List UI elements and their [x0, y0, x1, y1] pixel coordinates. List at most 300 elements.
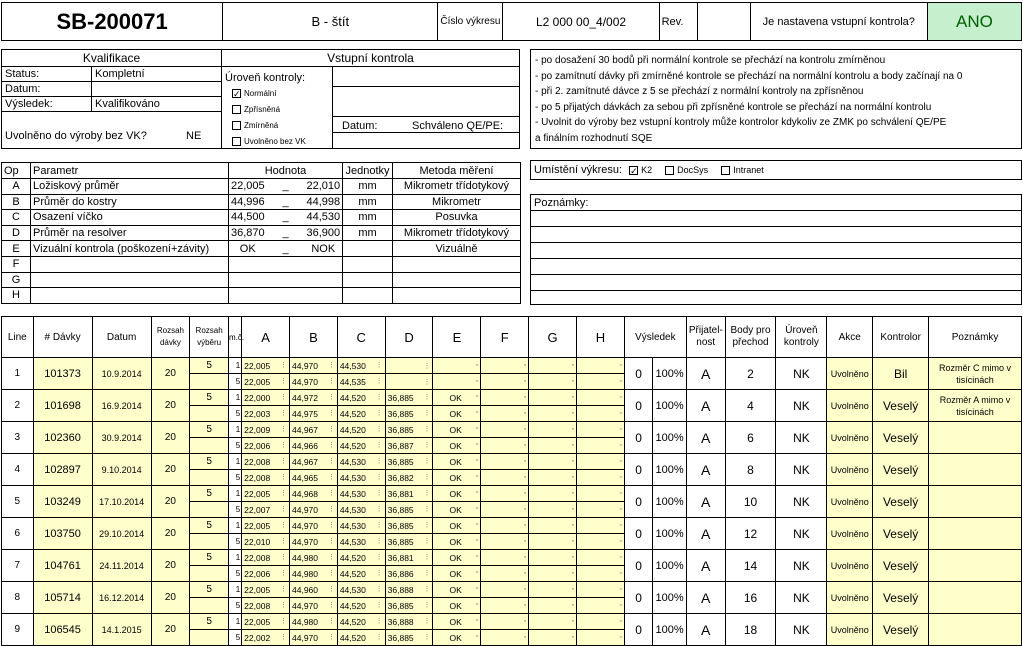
dropdown-icon[interactable]: ⋮ — [280, 617, 287, 625]
dropdown-icon[interactable]: ▫ — [571, 538, 574, 545]
measure-g-cell[interactable] — [529, 470, 577, 486]
dropdown-icon[interactable]: ⋮ — [423, 425, 431, 433]
dropdown-icon[interactable]: ⋮ — [280, 553, 287, 561]
dropdown-icon[interactable]: ▫ — [619, 394, 622, 401]
measure-h-cell[interactable] — [576, 486, 624, 502]
dropdown-icon[interactable]: ⋮ — [327, 617, 335, 625]
measure-g-cell[interactable] — [529, 358, 577, 374]
dropdown-icon[interactable]: ▫ — [475, 488, 479, 496]
measure-c-cell[interactable]: 44,520 ⋮ — [337, 630, 385, 646]
dropdown-icon[interactable]: ⋮ — [327, 361, 335, 369]
measure-f-cell[interactable] — [481, 374, 529, 390]
date-cell[interactable]: 10.9.2014 — [92, 358, 151, 390]
notes-cell[interactable] — [929, 582, 1022, 614]
dropdown-icon[interactable]: ▫ — [523, 458, 527, 465]
dropdown-icon[interactable]: ⋮ — [375, 617, 383, 625]
dropdown-icon[interactable]: ⋮ — [423, 521, 431, 529]
dropdown-icon[interactable]: ▫ — [475, 520, 479, 528]
range-sel-cell[interactable]: 5 — [190, 454, 229, 470]
dropdown-icon[interactable]: ▫ — [571, 602, 574, 609]
measure-b-cell[interactable]: 44,975 ⋮ — [290, 406, 338, 422]
measure-c-cell[interactable]: 44,520 ⋮ — [337, 566, 385, 582]
dropdown-icon[interactable]: ▫ — [571, 410, 574, 417]
measure-f-cell[interactable] — [481, 502, 529, 518]
measure-e-cell[interactable]: OK ▫ — [433, 614, 481, 630]
measure-b-cell[interactable]: 44,972 ⋮ — [290, 390, 338, 406]
batch-cell[interactable]: 101698 — [33, 390, 92, 422]
measure-e-cell[interactable]: OK ▫ — [433, 438, 481, 454]
measure-g-cell[interactable] — [529, 630, 577, 646]
param-name[interactable]: Průměr do kostry — [31, 194, 229, 210]
measure-a-cell[interactable]: 22,008 ⋮ — [242, 598, 290, 614]
dropdown-icon[interactable]: ⋮ — [280, 505, 287, 513]
param-max[interactable] — [305, 272, 343, 288]
measure-f-cell[interactable] — [481, 598, 529, 614]
range-batch-cell[interactable]: 20 — [151, 454, 190, 486]
param-method[interactable]: Posuvka — [393, 210, 521, 226]
level-tightened[interactable]: Zpřísněná — [232, 102, 306, 118]
measure-d-cell[interactable]: 36,887 ⋮ — [385, 438, 433, 454]
param-min[interactable] — [229, 272, 267, 288]
location-intranet[interactable]: Intranet — [721, 165, 764, 175]
dropdown-icon[interactable]: ▫ — [619, 362, 622, 369]
dropdown-icon[interactable]: ⋮ — [423, 505, 431, 513]
measure-h-cell[interactable] — [576, 470, 624, 486]
dropdown-icon[interactable]: ⋮ — [423, 473, 431, 481]
dropdown-icon[interactable]: ⋮ — [423, 553, 431, 561]
inspector-cell[interactable]: Bil — [873, 358, 929, 390]
measure-h-cell[interactable] — [576, 534, 624, 550]
dropdown-icon[interactable]: ⋮ — [375, 425, 383, 433]
date-value[interactable] — [92, 82, 95, 96]
dropdown-icon[interactable]: ⋮ — [327, 633, 335, 641]
dropdown-icon[interactable]: ⋮ — [327, 505, 335, 513]
dropdown-icon[interactable]: ▫ — [523, 442, 527, 449]
param-method[interactable]: Mikrometr — [393, 194, 521, 210]
measure-c-cell[interactable]: 44,530 ⋮ — [337, 486, 385, 502]
dropdown-icon[interactable]: ▫ — [571, 490, 574, 497]
param-method[interactable]: Mikrometr třídotykový — [393, 225, 521, 241]
measure-h-cell[interactable] — [576, 406, 624, 422]
dropdown-icon[interactable]: ▫ — [523, 522, 527, 529]
dropdown-icon[interactable]: ▫ — [523, 362, 527, 369]
measure-c-cell[interactable]: 44,530 ⋮ — [337, 534, 385, 550]
notes-cell[interactable] — [929, 550, 1022, 582]
measure-a-cell[interactable]: 22,005 ⋮ — [242, 614, 290, 630]
dropdown-icon[interactable]: ⋮ — [280, 377, 287, 385]
measure-f-cell[interactable] — [481, 582, 529, 598]
dropdown-icon[interactable]: ⋮ — [423, 393, 431, 401]
param-max[interactable]: NOK — [305, 241, 343, 257]
measure-b-cell[interactable]: 44,970 ⋮ — [290, 598, 338, 614]
dropdown-icon[interactable]: ▫ — [475, 568, 479, 576]
param-method[interactable]: Mikrometr třídotykový — [393, 179, 521, 195]
dropdown-icon[interactable]: ▫ — [523, 602, 527, 609]
dropdown-icon[interactable]: ⋮ — [423, 537, 431, 545]
measure-b-cell[interactable]: 44,970 ⋮ — [290, 534, 338, 550]
level-normal[interactable]: ✓Normální — [232, 86, 306, 102]
param-unit[interactable] — [343, 241, 393, 257]
range-batch-cell[interactable]: 20 — [151, 550, 190, 582]
date-cell[interactable]: 30.9.2014 — [92, 422, 151, 454]
range-sel-cell[interactable]: 5 — [190, 550, 229, 566]
range-batch-cell[interactable]: 20 — [151, 486, 190, 518]
checkbox-intranet-icon[interactable] — [721, 166, 730, 175]
measure-b-cell[interactable]: 44,980 ⋮ — [290, 614, 338, 630]
measure-g-cell[interactable] — [529, 406, 577, 422]
measure-d-cell[interactable]: 36,881 ⋮ — [385, 550, 433, 566]
measure-g-cell[interactable] — [529, 534, 577, 550]
dropdown-icon[interactable]: ▫ — [523, 506, 527, 513]
dropdown-icon[interactable]: ⋮ — [375, 633, 383, 641]
action-cell[interactable]: Uvolněno — [827, 390, 873, 422]
dropdown-icon[interactable]: ▫ — [571, 586, 574, 593]
inspector-cell[interactable]: Veselý — [873, 582, 929, 614]
dropdown-icon[interactable]: ⋮ — [280, 361, 287, 369]
dropdown-icon[interactable]: ▫ — [523, 570, 527, 577]
measure-b-cell[interactable]: 44,960 ⋮ — [290, 582, 338, 598]
measure-e-cell[interactable]: OK ▫ — [433, 550, 481, 566]
measure-h-cell[interactable] — [576, 502, 624, 518]
dropdown-icon[interactable]: ▫ — [475, 616, 479, 624]
measure-h-cell[interactable] — [576, 598, 624, 614]
measure-b-cell[interactable]: 44,980 ⋮ — [290, 566, 338, 582]
dropdown-icon[interactable]: ▫ — [523, 394, 527, 401]
measure-a-cell[interactable]: 22,003 ⋮ — [242, 406, 290, 422]
range-sel-cell[interactable]: 5 — [190, 390, 229, 406]
notes-cell[interactable]: Rozměr A mimo v tisícinách — [929, 390, 1022, 422]
measure-d-cell[interactable]: 36,885 ⋮ — [385, 502, 433, 518]
range-batch-cell[interactable]: 20 — [151, 614, 190, 646]
batch-cell[interactable]: 102897 — [33, 454, 92, 486]
dropdown-icon[interactable]: ▫ — [523, 378, 527, 385]
measure-f-cell[interactable] — [481, 486, 529, 502]
measure-h-cell[interactable] — [576, 422, 624, 438]
action-cell[interactable]: Uvolněno — [827, 614, 873, 646]
date-cell[interactable]: 16.9.2014 — [92, 390, 151, 422]
range-sel-cell[interactable]: 5 — [190, 486, 229, 502]
dropdown-icon[interactable]: ▫ — [619, 410, 622, 417]
inspector-cell[interactable]: Veselý — [873, 390, 929, 422]
checkbox-normal-icon[interactable] — [232, 89, 241, 98]
param-unit[interactable] — [343, 256, 393, 272]
dropdown-icon[interactable]: ▫ — [523, 426, 527, 433]
measure-b-cell[interactable]: 44,967 ⋮ — [290, 422, 338, 438]
notes-cell[interactable] — [929, 614, 1022, 646]
param-max[interactable]: 44,530 — [305, 210, 343, 226]
measure-a-cell[interactable]: 22,005 ⋮ — [242, 518, 290, 534]
dropdown-icon[interactable]: ▫ — [619, 634, 622, 641]
dropdown-icon[interactable]: ⋮ — [327, 457, 335, 465]
measure-g-cell[interactable] — [529, 614, 577, 630]
param-min[interactable]: 22,005 — [229, 179, 267, 195]
dropdown-icon[interactable]: ⋮ — [327, 569, 335, 577]
dropdown-icon[interactable]: ⋮ — [375, 521, 383, 529]
dropdown-icon[interactable]: ▫ — [619, 426, 622, 433]
param-min[interactable]: OK — [229, 241, 267, 257]
measure-e-cell[interactable]: OK ▫ — [433, 582, 481, 598]
measure-g-cell[interactable] — [529, 598, 577, 614]
measure-a-cell[interactable]: 22,006 ⋮ — [242, 566, 290, 582]
dropdown-icon[interactable]: ⋮ — [375, 473, 383, 481]
measure-c-cell[interactable]: 44,520 ⋮ — [337, 550, 385, 566]
batch-cell[interactable]: 102360 — [33, 422, 92, 454]
dropdown-icon[interactable]: ▫ — [571, 506, 574, 513]
dropdown-icon[interactable]: ⋮ — [280, 601, 287, 609]
measure-a-cell[interactable]: 22,006 ⋮ — [242, 438, 290, 454]
dropdown-icon[interactable]: ⋮ — [280, 633, 287, 641]
measure-b-cell[interactable]: 44,966 ⋮ — [290, 438, 338, 454]
range-batch-cell[interactable]: 20 — [151, 358, 190, 390]
measure-a-cell[interactable]: 22,002 ⋮ — [242, 630, 290, 646]
dropdown-icon[interactable]: ▫ — [475, 536, 479, 544]
dropdown-icon[interactable]: ⋮ — [280, 537, 287, 545]
param-method[interactable]: Vizuálně — [393, 241, 521, 257]
param-name[interactable]: Vizuální kontrola (poškození+závity) — [31, 241, 229, 257]
batch-cell[interactable]: 103750 — [33, 518, 92, 550]
date-cell[interactable]: 24.11.2014 — [92, 550, 151, 582]
dropdown-icon[interactable]: ▫ — [475, 600, 479, 608]
measure-a-cell[interactable]: 22,005 ⋮ — [242, 374, 290, 390]
measure-e-cell[interactable]: OK ▫ — [433, 422, 481, 438]
param-name[interactable] — [31, 288, 229, 304]
measure-f-cell[interactable] — [481, 470, 529, 486]
range-sel-cell[interactable]: 5 — [190, 518, 229, 534]
measure-d-cell[interactable] — [385, 374, 433, 390]
dropdown-icon[interactable]: ▫ — [619, 490, 622, 497]
measure-c-cell[interactable]: 44,530 ⋮ — [337, 470, 385, 486]
measure-b-cell[interactable]: 44,980 ⋮ — [290, 550, 338, 566]
measure-e-cell[interactable]: OK ▫ — [433, 486, 481, 502]
checkbox-docsys-icon[interactable] — [665, 166, 674, 175]
measure-g-cell[interactable] — [529, 438, 577, 454]
dropdown-icon[interactable]: ⋮ — [375, 361, 383, 369]
measure-c-cell[interactable]: 44,530 ⋮ — [337, 502, 385, 518]
date-cell[interactable]: 29.10.2014 — [92, 518, 151, 550]
dropdown-icon[interactable]: ▫ — [475, 378, 479, 385]
dropdown-icon[interactable]: ▫ — [619, 602, 622, 609]
dropdown-icon[interactable]: ▫ — [571, 394, 574, 401]
dropdown-icon[interactable]: ▫ — [523, 474, 527, 481]
notes-cell[interactable] — [929, 422, 1022, 454]
dropdown-icon[interactable]: ▫ — [619, 554, 622, 561]
measure-e-cell[interactable]: OK ▫ — [433, 566, 481, 582]
dropdown-icon[interactable]: ⋮ — [375, 409, 383, 417]
date-cell[interactable]: 9.10.2014 — [92, 454, 151, 486]
dropdown-icon[interactable]: ⋮ — [375, 505, 383, 513]
measure-b-cell[interactable]: 44,968 ⋮ — [290, 486, 338, 502]
notes-cell[interactable] — [929, 518, 1022, 550]
measure-f-cell[interactable] — [481, 614, 529, 630]
dropdown-icon[interactable]: ▫ — [619, 458, 622, 465]
dropdown-icon[interactable]: ▫ — [475, 472, 479, 480]
dropdown-icon[interactable]: ⋮ — [327, 393, 335, 401]
param-min[interactable]: 44,996 — [229, 194, 267, 210]
measure-d-cell[interactable]: 36,881 ⋮ — [385, 486, 433, 502]
dropdown-icon[interactable]: ▫ — [475, 362, 479, 369]
action-cell[interactable]: Uvolněno — [827, 582, 873, 614]
dropdown-icon[interactable]: ▫ — [619, 618, 622, 625]
dropdown-icon[interactable]: ▫ — [571, 554, 574, 561]
dropdown-icon[interactable]: ⋮ — [280, 489, 287, 497]
dropdown-icon[interactable]: ▫ — [571, 362, 574, 369]
param-name[interactable]: Ložiskový průměr — [31, 179, 229, 195]
param-max[interactable] — [305, 256, 343, 272]
measure-h-cell[interactable] — [576, 358, 624, 374]
measure-h-cell[interactable] — [576, 550, 624, 566]
dropdown-icon[interactable]: ⋮ — [423, 441, 431, 449]
measure-h-cell[interactable] — [576, 566, 624, 582]
inspector-cell[interactable]: Veselý — [873, 422, 929, 454]
measure-g-cell[interactable] — [529, 566, 577, 582]
measure-c-cell[interactable]: 44,530 ⋮ — [337, 454, 385, 470]
dropdown-icon[interactable]: ⋮ — [375, 569, 383, 577]
dropdown-icon[interactable]: ▫ — [619, 538, 622, 545]
measure-a-cell[interactable]: 22,005 ⋮ — [242, 582, 290, 598]
dropdown-icon[interactable]: ▫ — [523, 490, 527, 497]
measure-g-cell[interactable] — [529, 390, 577, 406]
measure-f-cell[interactable] — [481, 358, 529, 374]
dropdown-icon[interactable]: ⋮ — [375, 537, 383, 545]
measure-b-cell[interactable]: 44,970 ⋮ — [290, 518, 338, 534]
measure-g-cell[interactable] — [529, 454, 577, 470]
measure-g-cell[interactable] — [529, 374, 577, 390]
dropdown-icon[interactable]: ⋮ — [327, 489, 335, 497]
measure-e-cell[interactable] — [433, 358, 481, 374]
measure-d-cell[interactable]: 36,885 ⋮ — [385, 518, 433, 534]
param-method[interactable] — [393, 256, 521, 272]
range-sel-cell[interactable]: 5 — [190, 614, 229, 630]
checkbox-k2-icon[interactable] — [629, 166, 638, 175]
measure-a-cell[interactable]: 22,009 ⋮ — [242, 422, 290, 438]
dropdown-icon[interactable]: ▫ — [523, 634, 527, 641]
inspector-cell[interactable]: Veselý — [873, 550, 929, 582]
notes-cell[interactable] — [929, 454, 1022, 486]
measure-d-cell[interactable]: 36,885 ⋮ — [385, 390, 433, 406]
measure-d-cell[interactable]: 36,885 ⋮ — [385, 534, 433, 550]
dropdown-icon[interactable]: ⋮ — [280, 585, 287, 593]
measure-h-cell[interactable] — [576, 582, 624, 598]
measure-c-cell[interactable]: 44,535 ⋮ — [337, 374, 385, 390]
measure-g-cell[interactable] — [529, 518, 577, 534]
dropdown-icon[interactable]: ▫ — [475, 552, 479, 560]
date-cell[interactable]: 17.10.2014 — [92, 486, 151, 518]
range-sel-cell[interactable]: 5 — [190, 582, 229, 598]
measure-a-cell[interactable]: 22,010 ⋮ — [242, 534, 290, 550]
measure-g-cell[interactable] — [529, 486, 577, 502]
measure-f-cell[interactable] — [481, 454, 529, 470]
param-min[interactable] — [229, 288, 267, 304]
dropdown-icon[interactable]: ▫ — [571, 618, 574, 625]
dropdown-icon[interactable]: ▫ — [619, 378, 622, 385]
measure-h-cell[interactable] — [576, 630, 624, 646]
dropdown-icon[interactable]: ⋮ — [375, 441, 383, 449]
measure-e-cell[interactable] — [433, 374, 481, 390]
dropdown-icon[interactable]: ▫ — [475, 456, 479, 464]
vk-answer[interactable]: ANO — [927, 3, 1021, 41]
measure-c-cell[interactable]: 44,530 ⋮ — [337, 582, 385, 598]
range-batch-cell[interactable]: 20 — [151, 422, 190, 454]
param-max[interactable]: 44,998 — [305, 194, 343, 210]
measure-c-cell[interactable]: 44,530 ⋮ — [337, 518, 385, 534]
dropdown-icon[interactable]: ▫ — [523, 554, 527, 561]
dropdown-icon[interactable]: ⋮ — [327, 377, 335, 385]
range-batch-cell[interactable]: 20 — [151, 390, 190, 422]
measure-e-cell[interactable]: OK ▫ — [433, 390, 481, 406]
param-max[interactable] — [305, 288, 343, 304]
action-cell[interactable]: Uvolněno — [827, 422, 873, 454]
dropdown-icon[interactable]: ⋮ — [423, 378, 431, 386]
dropdown-icon[interactable]: ⋮ — [280, 569, 287, 577]
measure-a-cell[interactable]: 22,008 ⋮ — [242, 454, 290, 470]
dropdown-icon[interactable]: ▫ — [619, 570, 622, 577]
inspector-cell[interactable]: Veselý — [873, 614, 929, 646]
notes-panel[interactable] — [530, 194, 1022, 305]
measure-f-cell[interactable] — [481, 438, 529, 454]
measure-f-cell[interactable] — [481, 534, 529, 550]
dropdown-icon[interactable]: ⋮ — [423, 601, 431, 609]
measure-a-cell[interactable]: 22,008 ⋮ — [242, 550, 290, 566]
checkbox-reduced-icon[interactable] — [232, 121, 241, 130]
param-unit[interactable]: mm — [343, 179, 393, 195]
measure-f-cell[interactable] — [481, 422, 529, 438]
dropdown-icon[interactable]: ▫ — [619, 586, 622, 593]
measure-d-cell[interactable]: 36,885 ⋮ — [385, 630, 433, 646]
dropdown-icon[interactable]: ⋮ — [280, 409, 287, 417]
param-max[interactable]: 36,900 — [305, 225, 343, 241]
dropdown-icon[interactable]: ⋮ — [280, 393, 287, 401]
batch-cell[interactable]: 103249 — [33, 486, 92, 518]
measure-d-cell[interactable] — [385, 358, 433, 374]
dropdown-icon[interactable]: ▫ — [475, 408, 479, 416]
range-batch-cell[interactable]: 20 — [151, 582, 190, 614]
range-sel-cell[interactable]: 5 — [190, 358, 229, 374]
dropdown-icon[interactable]: ⋮ — [327, 521, 335, 529]
measure-c-cell[interactable]: 44,520 ⋮ — [337, 390, 385, 406]
measure-a-cell[interactable]: 22,000 ⋮ — [242, 390, 290, 406]
measure-f-cell[interactable] — [481, 566, 529, 582]
dropdown-icon[interactable]: ⋮ — [327, 441, 335, 449]
dropdown-icon[interactable]: ⋮ — [327, 601, 335, 609]
dropdown-icon[interactable]: ⋮ — [423, 585, 431, 593]
batch-cell[interactable]: 104761 — [33, 550, 92, 582]
measure-d-cell[interactable]: 36,888 ⋮ — [385, 582, 433, 598]
range-batch-cell[interactable]: 20 — [151, 518, 190, 550]
measure-d-cell[interactable]: 36,885 ⋮ — [385, 598, 433, 614]
measure-e-cell[interactable]: OK ▫ — [433, 630, 481, 646]
dropdown-icon[interactable]: ▫ — [571, 378, 574, 385]
inspector-cell[interactable]: Veselý — [873, 518, 929, 550]
batch-cell[interactable]: 106545 — [33, 614, 92, 646]
measure-f-cell[interactable] — [481, 406, 529, 422]
param-min[interactable] — [229, 256, 267, 272]
measure-e-cell[interactable]: OK ▫ — [433, 406, 481, 422]
dropdown-icon[interactable]: ▫ — [475, 632, 479, 640]
measure-e-cell[interactable]: OK ▫ — [433, 518, 481, 534]
inspector-cell[interactable]: Veselý — [873, 454, 929, 486]
measure-e-cell[interactable]: OK ▫ — [433, 454, 481, 470]
dropdown-icon[interactable]: ⋮ — [327, 425, 335, 433]
measure-g-cell[interactable] — [529, 550, 577, 566]
measure-d-cell[interactable]: 36,885 ⋮ — [385, 406, 433, 422]
param-min[interactable]: 44,500 — [229, 210, 267, 226]
measure-c-cell[interactable]: 44,520 ⋮ — [337, 614, 385, 630]
measure-g-cell[interactable] — [529, 582, 577, 598]
dropdown-icon[interactable]: ▫ — [523, 410, 527, 417]
measure-d-cell[interactable]: 36,886 ⋮ — [385, 566, 433, 582]
measure-c-cell[interactable]: 44,520 ⋮ — [337, 438, 385, 454]
measure-f-cell[interactable] — [481, 518, 529, 534]
